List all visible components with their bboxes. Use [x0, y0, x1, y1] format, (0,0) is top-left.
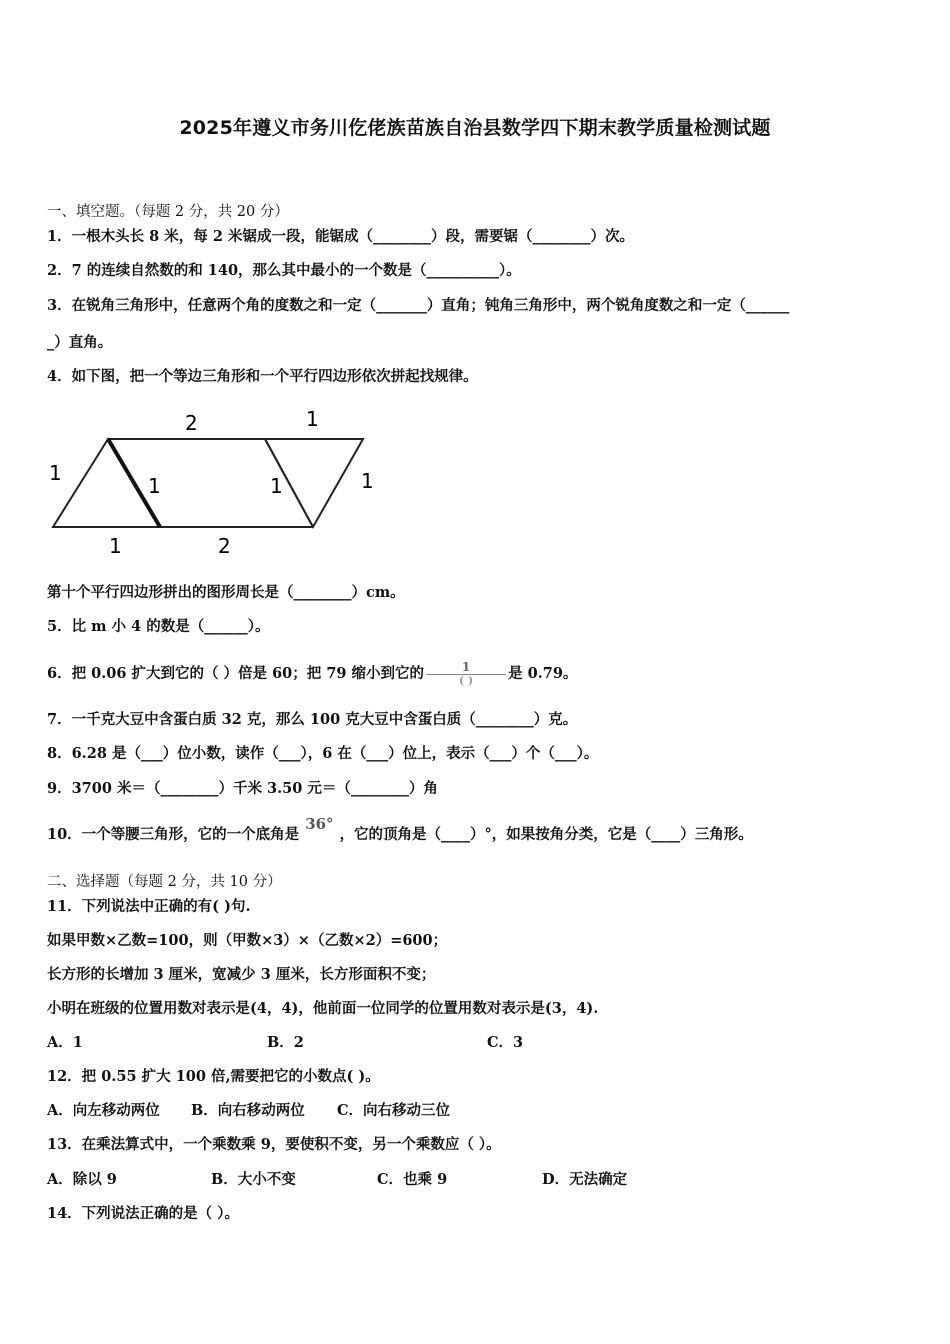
- question-12-option-b[interactable]: B．向右移动两位: [191, 1102, 305, 1119]
- label-left-1: 1: [49, 461, 62, 485]
- question-7: 7．一千克大豆中含蛋白质 32 克，那么 100 克大豆中含蛋白质（________）克。: [47, 711, 578, 728]
- label-bottom-1: 1: [109, 534, 122, 558]
- section-header-fill-in: 一、填空题。（每题 2 分，共 20 分）: [47, 204, 289, 220]
- question-6-after: 是 0.79。: [508, 665, 578, 682]
- question-11-option-a[interactable]: A．1: [47, 1034, 83, 1051]
- question-6: [47, 658, 577, 690]
- question-13-option-d[interactable]: D．无法确定: [542, 1171, 628, 1188]
- question-8: 8．6.28 是（___）位小数，读作（___），6 在（___）位上，表示（___）个（___）。: [47, 745, 599, 762]
- label-mid-right-1: 1: [270, 474, 283, 498]
- question-13-option-a[interactable]: A．除以 9: [47, 1171, 117, 1188]
- question-11-option-c[interactable]: C．3: [487, 1034, 524, 1051]
- question-11-statement-1: 如果甲数×乙数=100，则（甲数×3）×（乙数×2）=600；: [47, 932, 448, 949]
- label-bottom-2: 2: [218, 534, 231, 558]
- question-11: 11．下列说法中正确的有( )句.: [47, 898, 251, 915]
- question-5: 5．比 m 小 4 的数是（______）。: [47, 618, 270, 635]
- question-11-statement-3: 小明在班级的位置用数对表示是(4，4)，他前面一位同学的位置用数对表示是(3，4).: [47, 1000, 599, 1017]
- equilateral-triangle: [53, 439, 160, 527]
- question-11-statement-2: 长方形的长增加 3 厘米，宽减少 3 厘米，长方形面积不变；: [47, 966, 436, 983]
- question-4: 4．如下图，把一个等边三角形和一个平行四边形依次拼起找规律。: [47, 368, 478, 385]
- question-6-before: 6．把 0.06 扩大到它的（ ）倍是 60；把 79 缩小到它的: [47, 665, 425, 682]
- fraction: [426, 661, 506, 687]
- question-2: 2．7 的连续自然数的和 140，那么其中最小的一个数是（__________）。: [47, 262, 521, 279]
- question-1: 1．一根木头长 8 米，每 2 米锯成一段，能锯成（________）段，需要锯（________）次。: [47, 228, 634, 245]
- question-3-line-1: 3．在锐角三角形中，任意两个角的度数之和一定（_______）直角；钝角三角形中，两个锐角度数之和一定（______: [47, 297, 790, 314]
- question-12: 12．把 0.55 扩大 100 倍,需要把它的小数点( )。: [47, 1068, 380, 1085]
- question-13: 13．在乘法算式中，一个乘数乘 9，要使积不变，另一个乘数应（ ）。: [47, 1136, 501, 1153]
- question-10-before: 10．一个等腰三角形，它的一个底角是: [47, 826, 300, 843]
- question-13-option-b[interactable]: B．大小不变: [211, 1171, 296, 1188]
- question-10-after: ，它的顶角是（____）°，如果按角分类，它是（____）三角形。: [339, 826, 753, 843]
- fraction-denominator: ( ): [458, 674, 474, 687]
- page-title: 2025年遵义市务川仡佬族苗族自治县数学四下期末教学质量检测试题: [179, 117, 771, 139]
- question-14: 14．下列说法正确的是（ ）。: [47, 1205, 239, 1222]
- question-12-option-c[interactable]: C．向右移动三位: [337, 1102, 451, 1119]
- angle-36-degrees: 36°: [305, 815, 334, 833]
- question-9: 9．3700 米＝（________）千米 3.50 元＝（________）角: [47, 780, 438, 797]
- question-3-line-2: _）直角。: [47, 334, 113, 351]
- question-10: [47, 815, 753, 845]
- section-header-choice: 二、选择题（每题 2 分，共 10 分）: [47, 874, 282, 890]
- question-12-option-a[interactable]: A．向左移动两位: [47, 1102, 160, 1119]
- fraction-numerator: 1: [461, 660, 471, 674]
- triangle-parallelogram-figure: [40, 400, 380, 560]
- label-right-1: 1: [361, 469, 374, 493]
- question-11-option-b[interactable]: B．2: [267, 1034, 304, 1051]
- label-top-1: 1: [306, 407, 319, 431]
- label-top-2: 2: [185, 411, 198, 435]
- question-13-option-c[interactable]: C．也乘 9: [377, 1171, 448, 1188]
- label-mid-left-1: 1: [148, 474, 161, 498]
- question-4-answer: 第十个平行四边形拼出的图形周长是（________）cm。: [47, 584, 405, 601]
